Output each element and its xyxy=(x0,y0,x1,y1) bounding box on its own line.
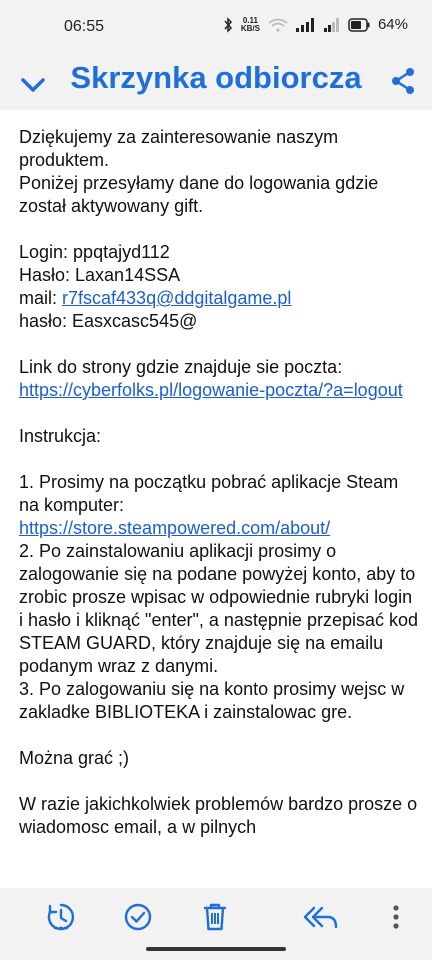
share-button[interactable] xyxy=(388,66,418,96)
page-title: Skrzynka odbiorcza xyxy=(70,60,362,95)
reply-all-icon xyxy=(300,900,340,934)
mail-label: mail: xyxy=(19,288,63,308)
network-speed-unit: KB/S xyxy=(240,23,260,33)
delete-button[interactable] xyxy=(198,900,232,934)
step-3: 3. Po zalogowaniu się na konto prosimy wejsc w zakladke BIBLIOTEKA i zainstalowac gre. xyxy=(19,679,405,722)
mail-line xyxy=(19,287,418,310)
webmail-label: Link do strony gdzie znajduje sie poczta: xyxy=(19,357,343,377)
reply-all-button[interactable] xyxy=(300,900,340,934)
wifi-icon xyxy=(268,18,288,32)
snooze-icon xyxy=(44,900,78,934)
play-line: Można grać ;) xyxy=(19,748,130,768)
intro-line-1: Dziękujemy za zainteresowanie naszym produktem. xyxy=(19,127,339,170)
share-icon xyxy=(388,66,418,96)
password-line: Hasło: Laxan14SSA xyxy=(19,265,181,285)
steam-link[interactable]: https://store.steampowered.com/about/ xyxy=(19,518,331,538)
mail-link[interactable]: r7fscaf433q@ddgitalgame.pl xyxy=(62,288,292,308)
email-body[interactable] xyxy=(0,110,432,900)
network-speed-value: 0.11 xyxy=(242,15,258,25)
login-line: Login: ppqtajyd112 xyxy=(19,242,170,262)
mark-done-button[interactable] xyxy=(121,900,155,934)
mail-password-line: hasło: Easxcasc545@ xyxy=(19,311,198,331)
webmail-link[interactable]: https://cyberfolks.pl/logowanie-poczta/?a=logout xyxy=(19,380,403,400)
app-header xyxy=(0,58,432,110)
status-icons xyxy=(223,16,408,33)
battery-icon xyxy=(348,18,370,32)
bluetooth-icon xyxy=(223,17,233,33)
home-indicator[interactable] xyxy=(146,947,286,951)
webmail-line xyxy=(19,356,418,402)
instructions-title: Instrukcja: xyxy=(19,426,102,446)
signal-icon xyxy=(296,18,316,32)
checkmark-icon xyxy=(121,900,155,934)
step-1 xyxy=(19,471,418,540)
snooze-button[interactable] xyxy=(44,900,78,934)
battery-percent: 64% xyxy=(377,16,408,33)
intro-line-2: Poniżej przesyłamy dane do logowania gdzie został aktywowany gift. xyxy=(19,173,379,216)
trash-icon xyxy=(198,900,232,934)
more-vertical-icon xyxy=(386,900,406,934)
step-1-text: 1. Prosimy na początku pobrać aplikacje Steam na komputer: xyxy=(19,472,399,515)
more-options-button[interactable] xyxy=(386,900,406,934)
network-speed xyxy=(241,17,260,33)
problem-line: W razie jakichkolwiek problemów bardzo prosze o wiadomosc email, a w pilnych xyxy=(19,794,418,837)
signal-2-icon xyxy=(324,18,340,32)
step-2: 2. Po zainstalowaniu aplikacji prosimy o zalogowanie się na podane powyżej konto, aby to zrobic prosze wpisac w odpowiednie rubryki login i hasło i kliknąć "enter", a następnie przepisać kod STEAM GUARD, który znajduje się na emailu podanym wraz z danymi. xyxy=(19,541,418,676)
status-bar xyxy=(0,0,432,58)
status-time: 06:55 xyxy=(64,18,105,35)
